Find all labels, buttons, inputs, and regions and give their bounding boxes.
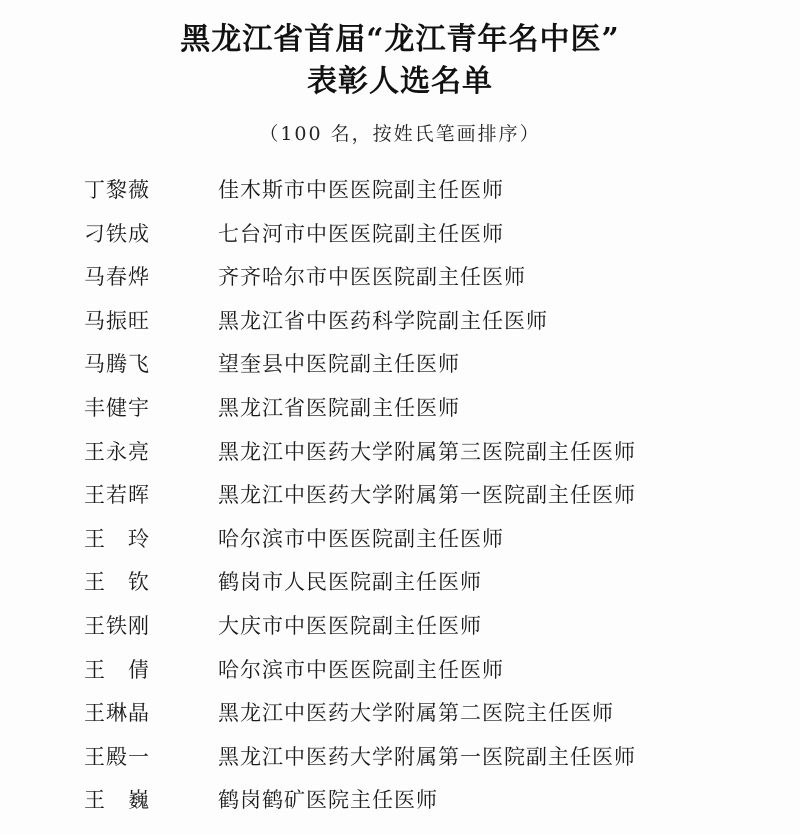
candidate-affiliation: 哈尔滨市中医医院副主任医师 — [218, 526, 504, 551]
candidate-name: 丰健宇 — [84, 395, 150, 420]
list-item — [0, 168, 800, 212]
candidate-affiliation: 黑龙江省中医药科学院副主任医师 — [218, 308, 548, 333]
candidate-affiliation: 黑龙江中医药大学附属第三医院副主任医师 — [218, 439, 636, 464]
candidate-name: 马春烨 — [84, 265, 150, 290]
candidate-affiliation: 黑龙江中医药大学附属第一医院副主任医师 — [218, 744, 636, 769]
list-item — [0, 342, 800, 386]
candidate-affiliation: 鹤岗市人民医院副主任医师 — [218, 570, 482, 595]
document-title-line-1: 黑龙江省首届“龙江青年名中医” — [180, 22, 620, 57]
list-item — [0, 299, 800, 343]
candidate-name: 王若晖 — [84, 483, 150, 508]
candidate-name: 王琳晶 — [84, 701, 150, 726]
candidate-name: 王 倩 — [84, 657, 150, 682]
candidate-affiliation: 哈尔滨市中医医院副主任医师 — [218, 657, 504, 682]
candidate-affiliation: 佳木斯市中医医院副主任医师 — [218, 178, 504, 202]
list-item — [0, 735, 800, 779]
candidate-name: 丁黎薇 — [84, 178, 150, 202]
list-item — [0, 604, 800, 648]
list-item — [0, 560, 800, 604]
candidate-affiliation: 七台河市中医医院副主任医师 — [218, 221, 504, 246]
candidate-name: 王 玲 — [84, 526, 150, 551]
list-item — [0, 648, 800, 692]
candidate-affiliation: 望奎县中医院副主任医师 — [218, 352, 460, 377]
candidate-name: 王 钦 — [84, 570, 150, 595]
candidate-list — [0, 168, 800, 822]
candidate-affiliation: 黑龙江中医药大学附属第二医院主任医师 — [218, 701, 614, 726]
list-item — [0, 255, 800, 299]
candidate-name: 王永亮 — [84, 439, 150, 464]
candidate-name: 马腾飞 — [84, 352, 150, 377]
list-item — [0, 473, 800, 517]
list-item — [0, 212, 800, 256]
document-subtitle: （100 名，按姓氏笔画排序） — [259, 123, 541, 145]
candidate-affiliation: 齐齐哈尔市中医医院副主任医师 — [218, 265, 526, 290]
candidate-affiliation: 黑龙江省医院副主任医师 — [218, 395, 460, 420]
candidate-name: 刁铁成 — [84, 221, 150, 246]
list-item — [0, 386, 800, 430]
candidate-name: 马振旺 — [84, 308, 150, 333]
candidate-affiliation: 鹤岗鹤矿医院主任医师 — [218, 788, 438, 813]
candidate-affiliation: 大庆市中医医院副主任医师 — [218, 613, 482, 638]
candidate-name: 王铁刚 — [84, 613, 150, 638]
candidate-name: 王殿一 — [84, 744, 150, 769]
candidate-affiliation: 黑龙江中医药大学附属第一医院副主任医师 — [218, 483, 636, 508]
list-item — [0, 517, 800, 561]
candidate-name: 王 巍 — [84, 788, 150, 813]
document-title-line-2: 表彰人选名单 — [307, 64, 493, 99]
list-item — [0, 778, 800, 822]
list-item — [0, 430, 800, 474]
list-item — [0, 691, 800, 735]
